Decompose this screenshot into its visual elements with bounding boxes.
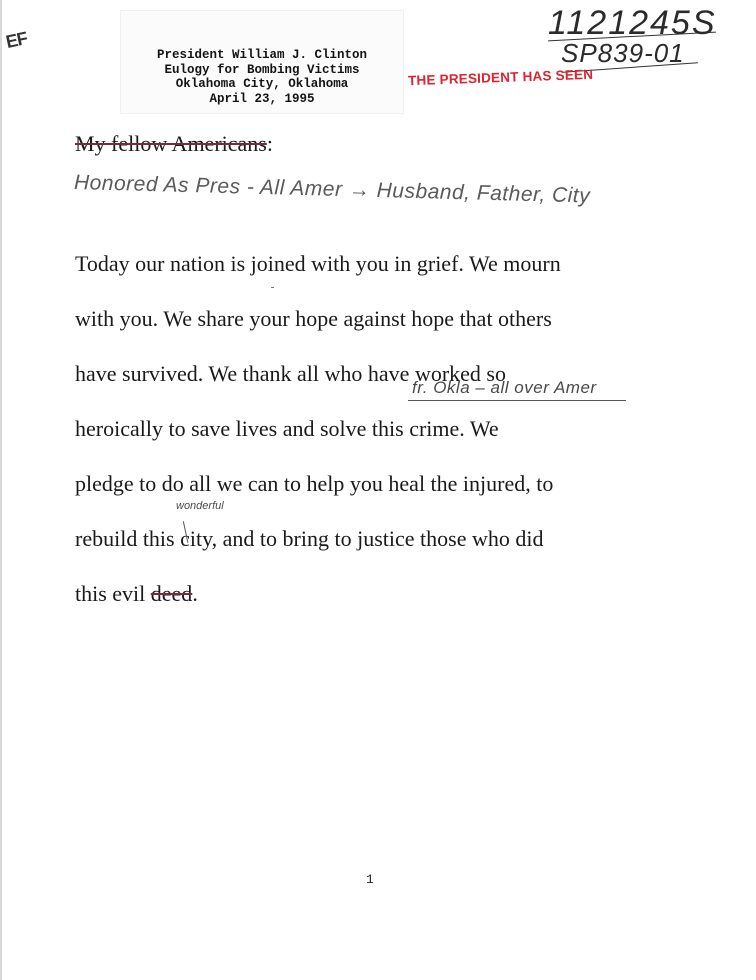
header-lines bbox=[121, 48, 403, 106]
body-last-line-end: . bbox=[192, 581, 198, 606]
page-edge bbox=[0, 0, 2, 980]
header-label bbox=[120, 10, 404, 114]
body-line: Today our nation is joined with you in grief. We mourn bbox=[75, 251, 561, 276]
header-line-title: President William J. Clinton bbox=[156, 48, 368, 62]
record-number: 1121245S bbox=[548, 4, 717, 42]
handwritten-insert-wonderful: wonderful bbox=[176, 500, 224, 512]
page-number: 1 bbox=[366, 872, 374, 887]
body-last-line-start: this evil bbox=[75, 581, 151, 606]
body-line: heroically to save lives and solve this crime. We bbox=[75, 416, 499, 441]
salutation-struck-text: My fellow Americans bbox=[75, 131, 267, 156]
handwritten-insert-underline bbox=[408, 400, 626, 401]
header-line-event: Eulogy for Bombing Victims bbox=[164, 62, 360, 77]
speech-body bbox=[75, 236, 685, 621]
struck-word: deed bbox=[150, 581, 193, 606]
body-line: pledge to do all we can to help you heal the injured, to bbox=[75, 471, 554, 496]
record-code: SP839-01 bbox=[561, 38, 685, 68]
handwritten-insert: fr. Okla – all over Amer bbox=[412, 378, 597, 397]
corner-initials: EF bbox=[4, 28, 29, 52]
body-line: rebuild this city, and to bring to justice those who did bbox=[75, 526, 544, 551]
president-has-seen-stamp: THE PRESIDENT HAS SEEN bbox=[407, 66, 594, 89]
header-line-location: Oklahoma City, Oklahoma bbox=[175, 77, 349, 91]
handwritten-note: Honored As Pres - All Amer → Husband, Father, City bbox=[73, 171, 591, 208]
salutation-colon: : bbox=[266, 131, 273, 156]
body-line: with you. We share your hope against hope that others bbox=[75, 306, 552, 331]
body-line: have survived. We thank all who have worked so bbox=[75, 361, 506, 386]
body-line-last bbox=[75, 566, 685, 621]
header-line-date: April 23, 1995 bbox=[209, 91, 315, 106]
salutation bbox=[75, 131, 273, 157]
